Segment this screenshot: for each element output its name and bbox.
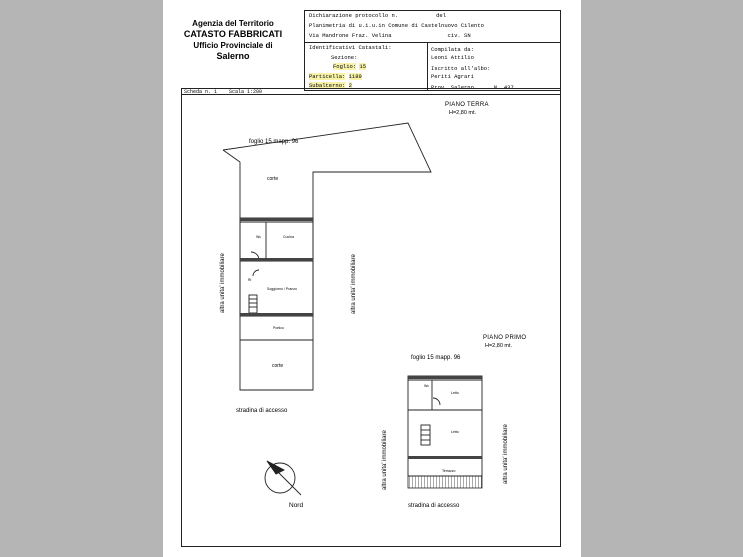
register-number: 437 xyxy=(503,84,514,91)
compass-rose xyxy=(265,461,301,495)
province-name: Salerno xyxy=(216,51,250,61)
address-line: Via Mandrone Fraz. Velina xyxy=(309,32,392,39)
ground-room-wc: Wc xyxy=(256,235,262,239)
first-floor-parcel: foglio 15 mapp. 96 xyxy=(411,355,461,361)
ground-room-ri: Ri xyxy=(248,278,252,282)
register-label: Iscritto all'albo: xyxy=(431,65,491,72)
first-access-road: stradina di accesso xyxy=(408,503,460,509)
declaration-protocol: Dichiarazione protocollo n. xyxy=(309,12,399,19)
first-room-letto-2: Letto xyxy=(451,430,459,434)
planimetria-line: Planimetria di u.i.u.in Comune di Castelnuovo Cilento xyxy=(309,22,484,29)
identifiers-title: Identificativi Catastali: xyxy=(309,44,392,51)
ground-corte-bottom: corte xyxy=(272,363,284,369)
foglio-value: 15 xyxy=(359,63,367,70)
particella-label: Particella: xyxy=(309,72,346,80)
first-room-wc: Wc xyxy=(424,384,430,388)
ground-side-right: altra unita' immobiliare xyxy=(351,254,357,314)
ground-lot-boundary xyxy=(223,150,240,162)
first-floor-title: PIANO PRIMO xyxy=(483,335,527,341)
compass-label: Nord xyxy=(289,502,304,509)
register-province: Prov. Salerno xyxy=(431,84,474,91)
sezione-label: Sezione: xyxy=(331,53,358,61)
office-label: Ufficio Provinciale di xyxy=(193,41,273,50)
declaration-date-label: del xyxy=(436,12,447,19)
subalterno-label: Subalterno: xyxy=(309,82,346,89)
ground-access-road: stradina di accesso xyxy=(236,408,288,414)
ground-lot-outline xyxy=(223,123,431,390)
first-side-right: altra unita' immobiliare xyxy=(503,424,509,484)
particella-value: 1189 xyxy=(348,72,362,80)
ground-corte-top: corte xyxy=(267,176,279,182)
compiled-by-label: Compilata da: xyxy=(431,46,474,53)
surveyor-name: Leoni Attilio xyxy=(431,53,474,61)
first-side-left: altra unita' immobiliare xyxy=(382,430,388,490)
ground-floor-height: H=2,80 mt. xyxy=(449,110,477,116)
ground-floor-title: PIANO TERRA xyxy=(445,102,489,108)
civic-number: civ. SN xyxy=(447,32,471,39)
ground-house-outline xyxy=(240,218,313,316)
register-value: Periti Agrari xyxy=(431,72,474,80)
ground-side-left: altra unita' immobiliare xyxy=(220,253,226,313)
catasto-title: CATASTO FABBRICATI xyxy=(183,29,283,39)
scheda-number: Scheda n. 1 xyxy=(184,89,218,95)
ground-room-portico: Portico xyxy=(273,326,284,330)
ground-room-cucina: Cucina xyxy=(283,235,294,239)
register-n-label: N. xyxy=(493,84,501,91)
foglio-label: Foglio: xyxy=(333,63,357,70)
first-floor-height: H=2,80 mt. xyxy=(485,343,513,349)
first-room-letto-1: Letto xyxy=(451,391,459,395)
agency-name: Agenzia del Territorio xyxy=(192,19,274,28)
scale-label: Scala 1:200 xyxy=(229,89,263,95)
ground-floor-parcel: foglio 15 mapp. 96 xyxy=(249,139,299,145)
subalterno-value: 2 xyxy=(348,82,352,89)
cadastral-sheet xyxy=(163,0,581,557)
first-room-terrazzo: Terrazzo xyxy=(442,469,456,473)
first-floor-outline xyxy=(408,376,482,476)
ground-room-soggiorno: Soggiorno / Pranzo xyxy=(267,287,297,291)
